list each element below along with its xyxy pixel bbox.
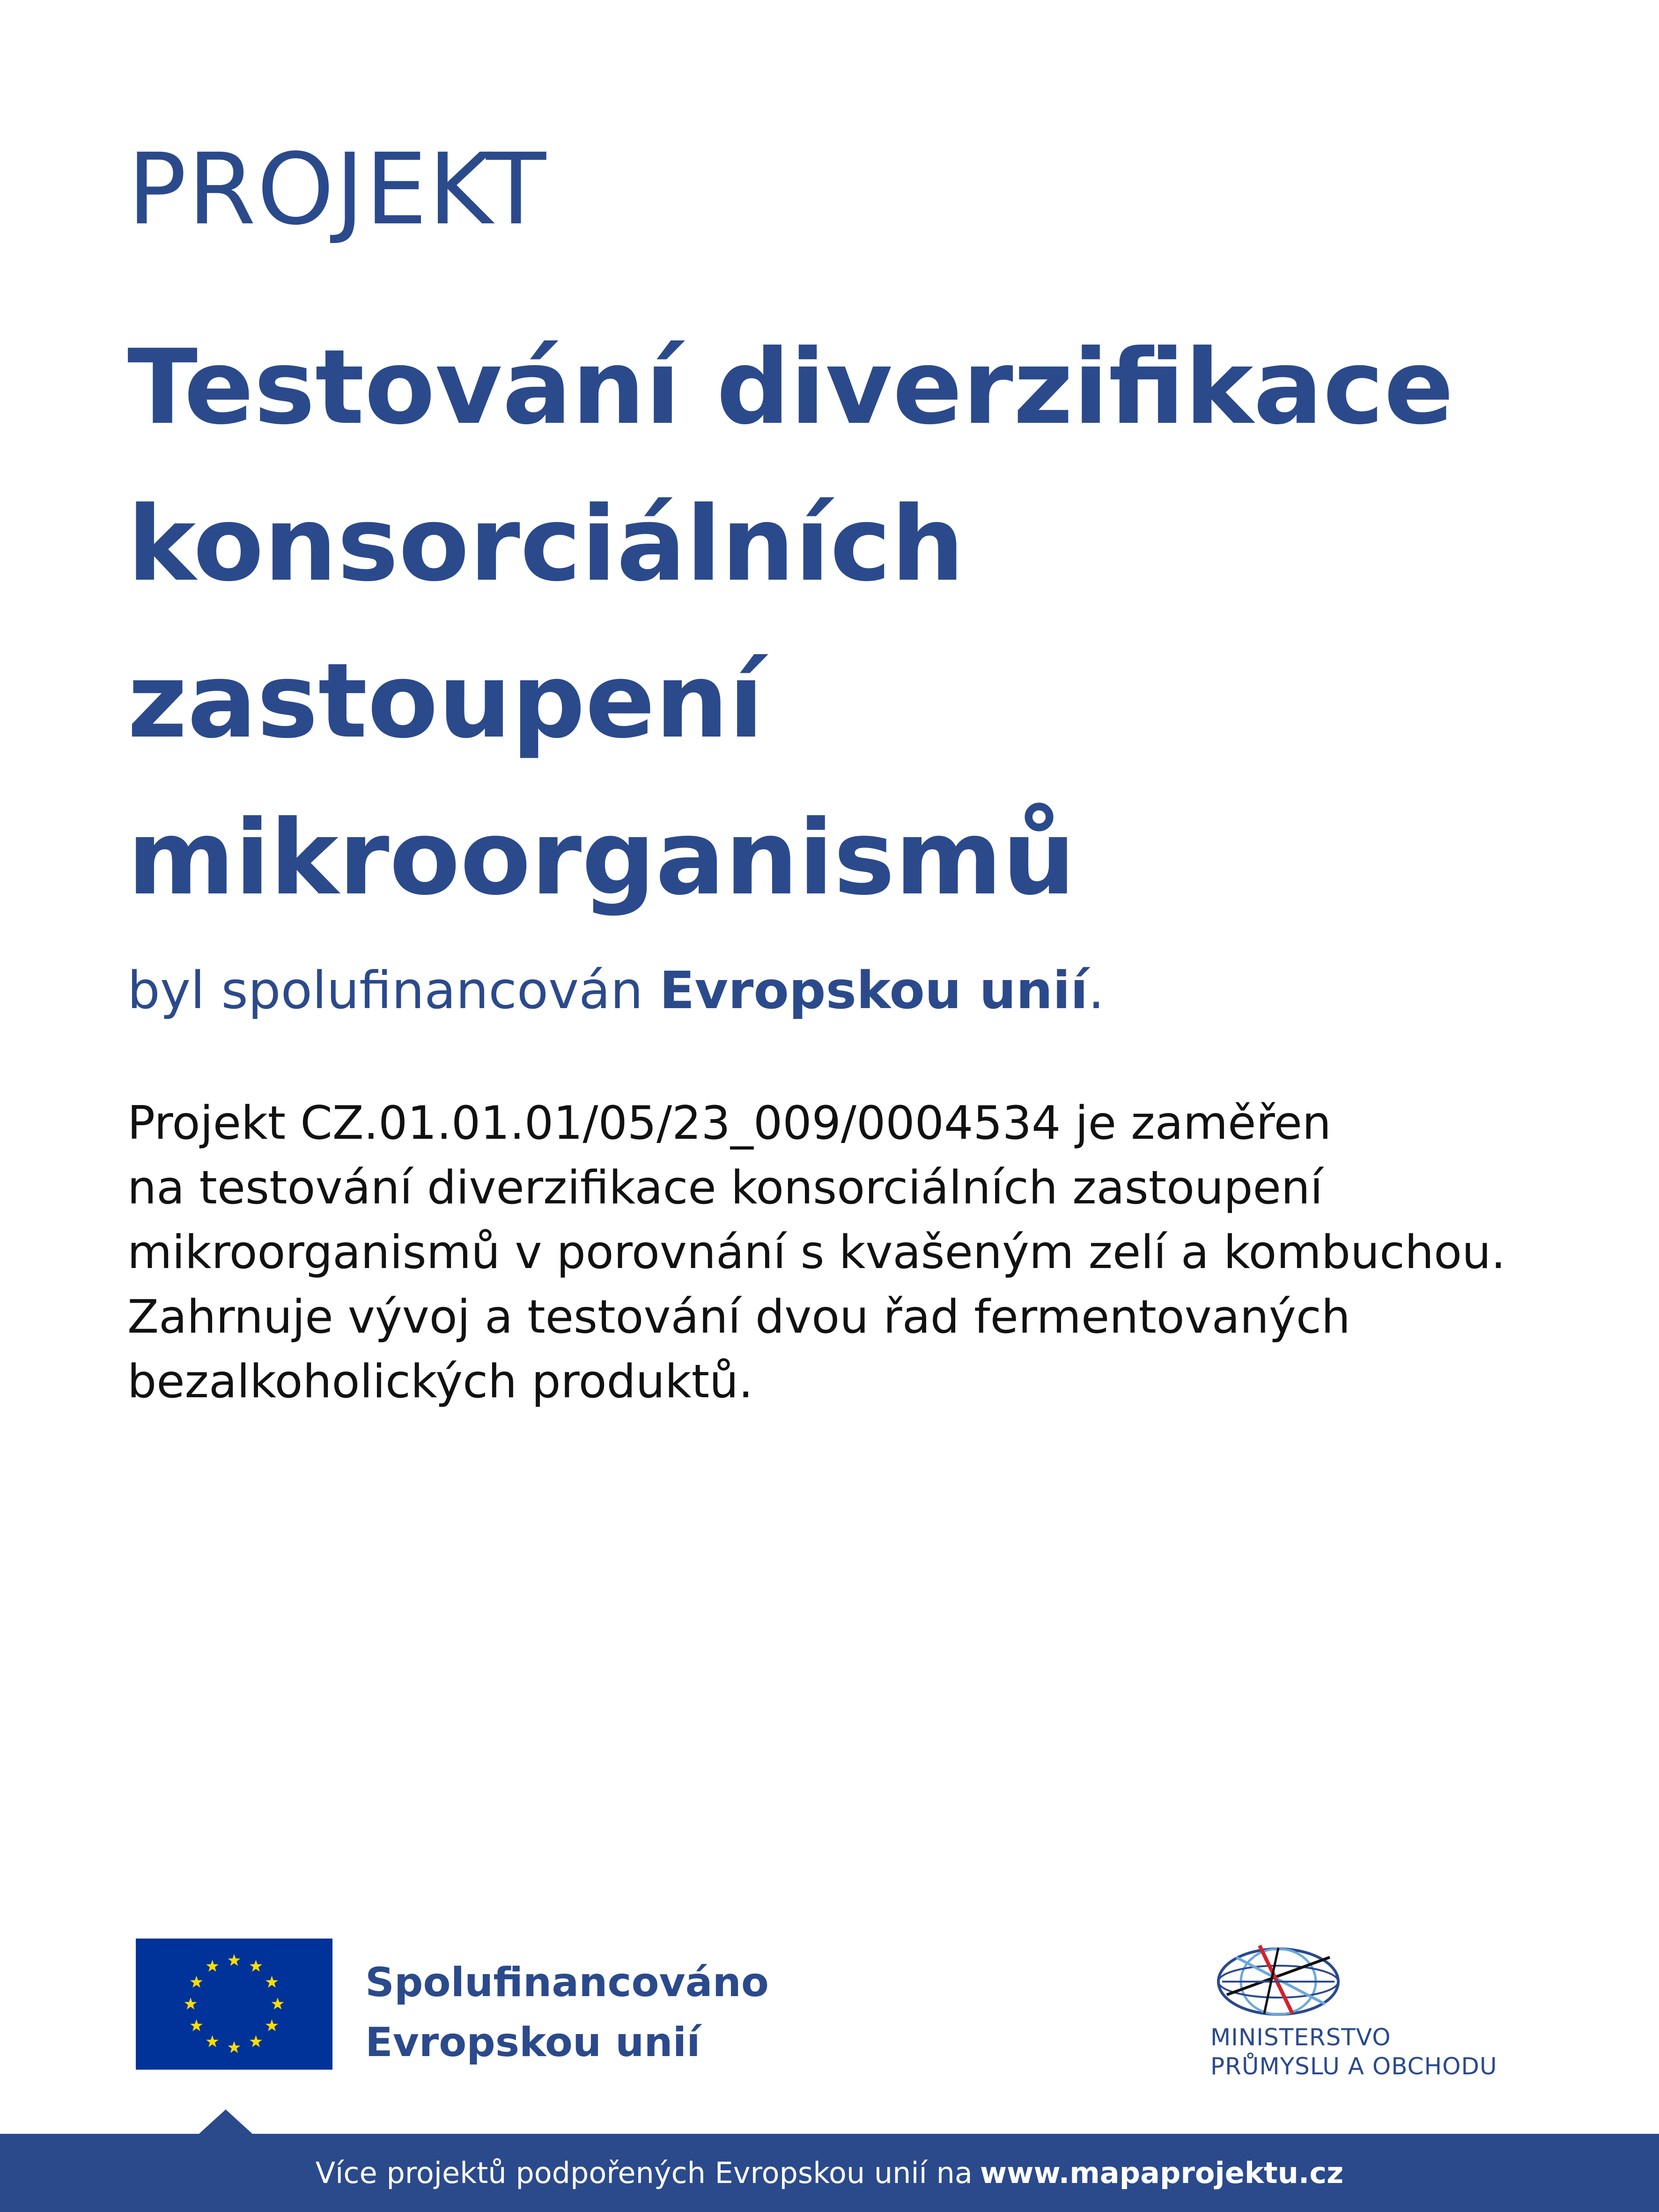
eu-star-icon — [250, 1960, 262, 1971]
project-title — [127, 309, 1556, 936]
eu-star-icon — [272, 1998, 284, 2009]
eu-label-line: Evropskou unií — [365, 2019, 700, 2066]
ministry-globe-icon — [1208, 1939, 1344, 2016]
eu-star-icon — [228, 1954, 241, 1966]
title-line: Testování diverzifikace — [127, 327, 1454, 447]
eu-star-icon — [190, 1976, 203, 1988]
funding-suffix: . — [1088, 960, 1105, 1020]
funding-prefix: byl spolufinancován — [127, 960, 660, 1020]
footer-notch — [199, 2109, 252, 2134]
eu-star-icon — [190, 2020, 203, 2031]
title-line: zastoupení — [127, 641, 764, 761]
eu-stars-icon — [136, 1939, 332, 2070]
project-eyebrow: PROJEKT — [127, 132, 547, 247]
eu-star-icon — [206, 1960, 219, 1971]
ministry-label — [1210, 2023, 1497, 2081]
eu-star-icon — [228, 2041, 241, 2053]
description-line: mikroorganismů v porovnání s kvašeným zelí a kombuchou. — [127, 1226, 1506, 1279]
eu-star-icon — [206, 2035, 219, 2047]
eu-funding-label — [365, 1953, 769, 2072]
eu-star-icon — [250, 2035, 262, 2047]
eu-label-line: Spolufinancováno — [365, 1959, 769, 2006]
title-line: konsorciálních — [127, 484, 965, 604]
eu-star-icon — [265, 2020, 278, 2031]
eu-star-icon — [184, 1998, 197, 2009]
eu-flag-icon — [136, 1939, 332, 2070]
description-line: Zahrnuje vývoj a testování dvou řad fermentovaných — [127, 1290, 1350, 1344]
footer-link[interactable]: www.mapaprojektu.cz — [980, 2156, 1344, 2190]
project-description — [127, 1091, 1579, 1414]
description-line: na testování diverzifikace konsorciálních zastoupení — [127, 1161, 1323, 1215]
footer-bar — [0, 2134, 1659, 2212]
description-line: bezalkoholických produktů. — [127, 1355, 753, 1408]
eu-star-icon — [265, 1976, 278, 1988]
description-line: Projekt CZ.01.01.01/05/23_009/0004534 je zaměřen — [127, 1097, 1332, 1150]
funding-emphasis: Evropskou unií — [659, 960, 1088, 1020]
ministry-label-line: PRŮMYSLU A OBCHODU — [1210, 2053, 1497, 2080]
title-line: mikroorganismů — [127, 798, 1076, 918]
funding-statement — [127, 960, 1105, 1020]
footer-text: Více projektů podpořených Evropskou unií na — [315, 2156, 973, 2190]
ministry-label-line: MINISTERSTVO — [1210, 2024, 1391, 2051]
